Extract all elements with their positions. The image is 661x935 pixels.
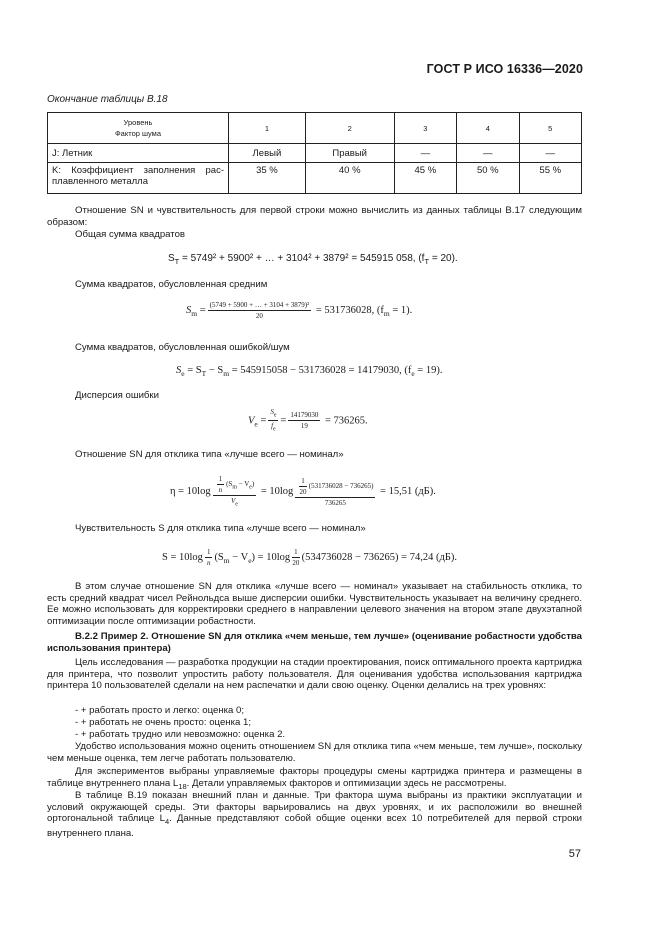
factor-cell bbox=[48, 163, 229, 194]
table-row bbox=[48, 144, 582, 163]
noise-factor-table bbox=[47, 112, 582, 194]
formula-total-ss bbox=[168, 253, 458, 266]
factor-cell bbox=[48, 144, 229, 163]
fraction bbox=[268, 407, 278, 435]
formula-part: (531736028 − 736265) bbox=[308, 481, 374, 490]
fraction-denominator: 20 bbox=[299, 487, 307, 496]
table-header-row bbox=[48, 113, 582, 144]
fraction bbox=[292, 547, 300, 568]
formula-part: S bbox=[186, 304, 192, 316]
list-item: - + работать трудно или невозможно: оценка 2. bbox=[75, 729, 286, 740]
value-cell: Левый bbox=[229, 144, 306, 163]
formula-mean-ss: $S_m$ = $\frac{\text{(5749 + 5900 + … + 3104 + 3879)²}}{20}$ = 531736028, $(f_m = 1)$. bbox=[186, 301, 413, 320]
formula-part: − S bbox=[206, 365, 224, 376]
paragraph: Чувствительность S для отклика типа «лучше всего — номинал» bbox=[75, 523, 366, 534]
value-cell: 35 % bbox=[229, 163, 306, 194]
formula-sub: e bbox=[235, 501, 238, 508]
fraction-numerator: 1 bbox=[218, 475, 223, 483]
level-header: 1 bbox=[229, 113, 306, 144]
text-run: . Детали управляемых факторов и оптимизации здесь не рассмотрены. bbox=[186, 777, 507, 789]
formula-part: = S bbox=[184, 365, 202, 376]
fraction-denominator: 20 bbox=[255, 312, 263, 320]
formula-sub: T bbox=[424, 257, 430, 266]
list-item: - + работать просто и легко: оценка 0; bbox=[75, 705, 245, 716]
fraction bbox=[205, 547, 213, 568]
header-corner-cell bbox=[48, 113, 229, 144]
formula-part: V bbox=[230, 497, 236, 505]
formula-part: = 5749² + 5900² + … + 3104² + 3879² = 545915 058, (f bbox=[179, 253, 425, 264]
fraction-numerator: 1 bbox=[301, 476, 305, 485]
paragraph: Отношение SN для отклика типа «лучше всего — номинал» bbox=[75, 449, 344, 460]
formula-part: V bbox=[248, 415, 255, 427]
value-cell: 50 % bbox=[457, 163, 519, 194]
level-header: 4 bbox=[457, 113, 519, 144]
paragraph: Общая сумма квадратов bbox=[75, 229, 186, 240]
fraction-numerator bbox=[213, 474, 257, 496]
fraction-numerator: 14179030 bbox=[290, 411, 319, 420]
value-cell: — bbox=[457, 144, 519, 163]
formula-part: = 19). bbox=[414, 365, 443, 376]
formula-part: = 15,51 (дБ). bbox=[377, 486, 436, 498]
fraction-denominator bbox=[268, 421, 278, 434]
fraction-numerator: 1 bbox=[206, 548, 211, 556]
formula-part: (S bbox=[214, 551, 224, 563]
fraction-numerator bbox=[268, 407, 278, 421]
formula-part: = 736265. bbox=[322, 415, 368, 427]
text-run: Для экспериментов выбраны управляемые факторы процедуры смены картриджа принтера и размещены в таблице внутреннего плана L bbox=[47, 766, 582, 789]
formula-part: S bbox=[168, 253, 175, 264]
document-header: ГОСТ Р ИСО 16336—2020 bbox=[426, 62, 583, 76]
fraction-denominator: 19 bbox=[300, 422, 308, 431]
formula-part: = 531736028, (f bbox=[313, 304, 384, 316]
text-run: В таблице В.19 показан внешний план и данные. Три фактора шума выбраны из практики эксплуатации и условий окружающей среды. Эти факторы варьировались на двух уровнях, и их расположили во внешней ортогональной таблице L bbox=[47, 790, 582, 825]
formula-part: S bbox=[270, 408, 274, 416]
level-header: 3 bbox=[394, 113, 456, 144]
formula-sub: e bbox=[411, 369, 415, 379]
text-run: . Данные представляют собой общие оценки всех 10 потребителей для первой строки внутреннего плана. bbox=[47, 813, 583, 839]
fraction-denominator bbox=[213, 496, 257, 509]
formula-part: − V bbox=[229, 551, 249, 563]
value-cell: Правый bbox=[305, 144, 394, 163]
fraction-denominator: n bbox=[218, 486, 223, 494]
factor-name: J: Летник bbox=[52, 147, 93, 159]
table-row bbox=[48, 163, 582, 194]
factor-name-line2: плавленного металла bbox=[52, 176, 148, 187]
formula-part: ) bbox=[251, 480, 255, 489]
level-header: 2 bbox=[305, 113, 394, 144]
formula-part: − V bbox=[236, 480, 250, 489]
formula-error-ss bbox=[176, 365, 442, 378]
fraction bbox=[295, 476, 375, 508]
formula-part: = 10log bbox=[258, 486, 294, 498]
value-cell: 55 % bbox=[519, 163, 582, 194]
table-caption: Окончание таблицы В.18 bbox=[47, 94, 168, 105]
paragraph: Цель исследования — разработка продукции на стадии проектирования, поиск оптимального проекта картриджа для принтера, что позволит упростить работу пользователя. Для оценивания удобства использования картриджа принтера 10 пользователей сделали на нем распечатки и дали свою оценку. Оценки делались на трех уровнях: bbox=[47, 657, 582, 692]
page-number: 57 bbox=[568, 848, 581, 860]
fraction-denominator: 736265 bbox=[324, 498, 346, 507]
formula-sn-ratio bbox=[170, 474, 436, 509]
formula-sub: T bbox=[174, 257, 180, 266]
paragraph bbox=[47, 766, 582, 792]
fraction bbox=[208, 300, 312, 321]
list-item: - + работать не очень просто: оценка 1; bbox=[75, 717, 251, 728]
formula-sub: m bbox=[223, 369, 230, 379]
factor-name-line1: K: Коэффициент заполнения рас- bbox=[52, 165, 224, 176]
fraction bbox=[217, 474, 225, 495]
formula-part: S bbox=[176, 365, 182, 376]
formula-part: (534736028 − 736265) = 74,24 (дБ). bbox=[301, 551, 457, 563]
formula-sub: e bbox=[273, 412, 277, 419]
formula-sub: m bbox=[383, 309, 390, 318]
formula-sub: m bbox=[232, 484, 237, 491]
fraction-numerator: (5749 + 5900 + … + 3104 + 3879)² bbox=[209, 301, 310, 309]
paragraph: Дисперсия ошибки bbox=[75, 390, 159, 401]
formula-part: ) = 10log bbox=[251, 551, 291, 563]
fraction-numerator: 1 bbox=[294, 548, 298, 556]
fraction-denominator: n bbox=[206, 559, 211, 567]
formula-part: η = 10log bbox=[170, 486, 211, 498]
paragraph: Удобство использования можно оценить отношением SN для отклика типа «чем меньше, тем лучше», поскольку чем меньше оценка, тем легче работать пользователю. bbox=[47, 741, 582, 764]
formula-sensitivity bbox=[162, 547, 457, 568]
text-sub: 18 bbox=[178, 781, 187, 791]
formula-sub: e bbox=[273, 426, 276, 433]
value-cell: 40 % bbox=[305, 163, 394, 194]
formula-part: (S bbox=[226, 480, 233, 489]
formula-part: S = 10log bbox=[162, 551, 203, 563]
fraction-denominator: 20 bbox=[292, 559, 300, 567]
value-cell: — bbox=[394, 144, 456, 163]
text-sub: 4 bbox=[164, 817, 170, 827]
formula-sub: e bbox=[248, 556, 252, 565]
header-level-label: Уровень bbox=[123, 118, 153, 127]
formula-sub: e bbox=[181, 369, 185, 379]
value-cell: 45 % bbox=[394, 163, 456, 194]
paragraph: Отношение SN и чувствительность для первой строки можно вычислить из данных таблицы В.17 следующим образом: bbox=[47, 205, 582, 228]
fraction-numerator bbox=[295, 476, 375, 498]
formula-part: = 20). bbox=[429, 253, 458, 264]
formula-part: = 545915058 − 531736028 = 14179030, (f bbox=[229, 365, 412, 376]
fraction bbox=[213, 474, 257, 509]
value-cell: — bbox=[519, 144, 582, 163]
paragraph: Сумма квадратов, обусловленная средним bbox=[75, 279, 268, 290]
level-header: 5 bbox=[519, 113, 582, 144]
formula-part: f bbox=[271, 422, 274, 431]
formula-part: = 1). bbox=[389, 304, 413, 316]
formula-sub: e bbox=[249, 484, 252, 491]
fraction bbox=[299, 476, 307, 497]
formula-sub: m bbox=[191, 309, 198, 318]
section-heading: В.2.2 Пример 2. Отношение SN для отклика «чем меньше, тем лучше» (оценивание робастности удобства использования принтера) bbox=[47, 631, 582, 654]
paragraph: В этом случае отношение SN для отклика «лучше всего — номинал» указывает на стабильность отклика, то есть средний квадрат чисел Рейнольдса выше дисперсии ошибки. Чувствительность указывает на величину среднего. Ее можно использовать для корректировки среднего в направлении целевого значения на втором этапе двухэтапной оптимизации после оптимизации робастности. bbox=[47, 581, 582, 627]
formula-sub: m bbox=[223, 556, 230, 565]
fraction bbox=[288, 410, 320, 431]
paragraph: Сумма квадратов, обусловленная ошибкой/шум bbox=[75, 342, 290, 353]
paragraph bbox=[47, 790, 582, 839]
formula-sub: T bbox=[201, 369, 207, 379]
header-factor-label: Фактор шума bbox=[114, 129, 162, 138]
formula-error-variance: $V_e$ = $\frac{S_e}{f_e}$ = $\frac{14179030}{19}$ = 736265. bbox=[248, 408, 368, 433]
formula-sub: e bbox=[254, 419, 258, 429]
